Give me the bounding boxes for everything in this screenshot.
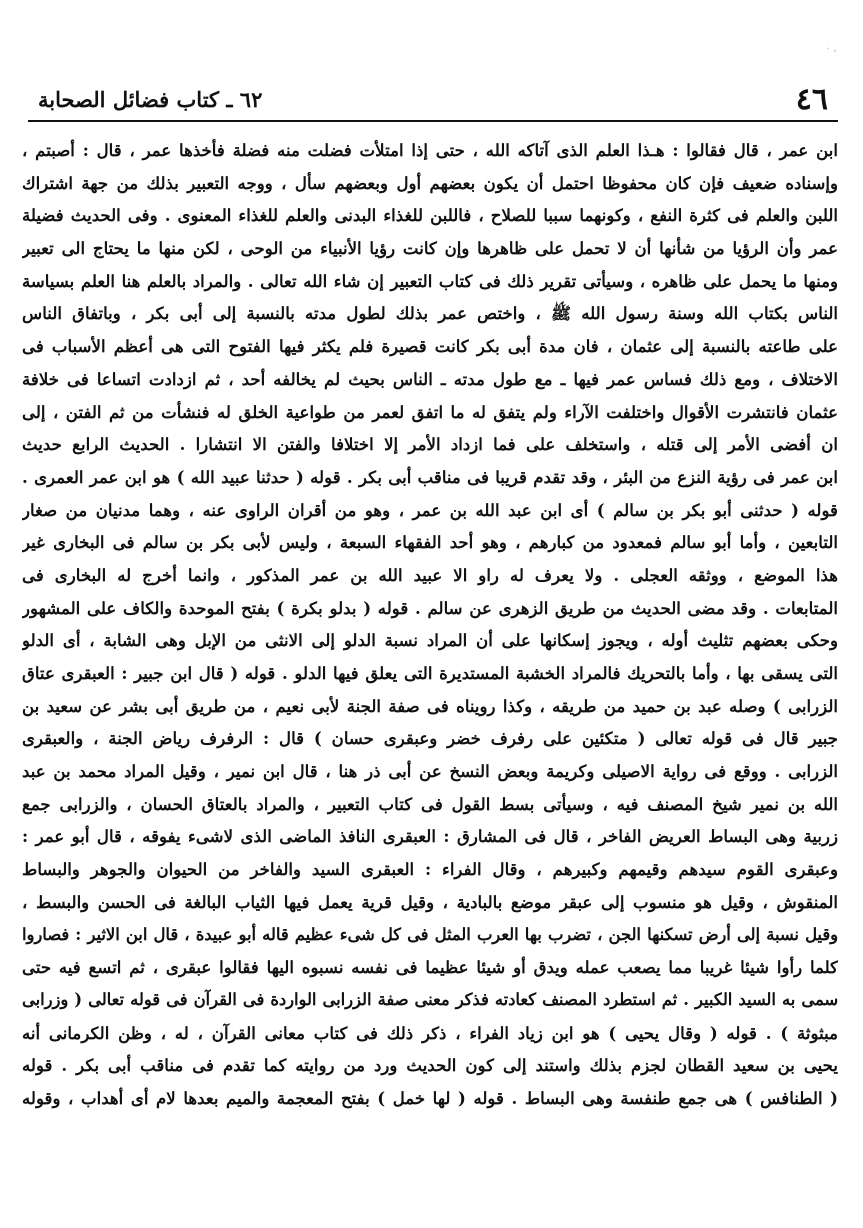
- text-line: التى يسقى بها ، وأما بالتحريك فالمراد الخشبة المستديرة التى يعلق فيها الدلو . قوله ( قال ابن جبير : العبقرى عتاق: [22, 663, 838, 683]
- text-line: التابعين ، وأما أبو سالم فمعدود من كبارهم ، وهو أحد الفقهاء السبعة ، وليس لأبى بكر بن سالم فى البخارى غير: [22, 532, 838, 553]
- text-line: زربية وهى البساط العريض الفاخر ، قال فى المشارق : العبقرى النافذ الماضى الذى لاشىء يفوقه ، قال أبو عمر :: [22, 826, 838, 847]
- text-line: ومنها ما يحمل على ظاهره ، وسيأتى تقرير ذلك فى كتاب التعبير إن شاء الله تعالى . والمراد بالعلم هنا العلم بسياسة: [22, 270, 838, 291]
- text-line: الناس بكتاب الله وسنة رسول الله ﷺ ، واختص عمر بذلك لطول مدته بالنسبة إلى أبى بكر ، وباتفاق الناس: [22, 303, 838, 324]
- text-line: الله بن نمير شيخ المصنف فيه ، وسيأتى بسط القول فى كتاب التعبير ، والمراد بالعتاق الحسان ، والزرابى جمع: [22, 793, 838, 814]
- text-line: اللبن والعلم فى كثرة النفع ، وكونهما سببا للصلاح ، فاللبن للغذاء البدنى والعلم للغذاء المعنوى . وفى الحديث فضيلة: [22, 205, 838, 226]
- text-line: ابن عمر فى رؤية النزع من البئر ، وقد تقدم قريبا فى مناقب أبى بكر . قوله ( حدثنا عبيد الله ) هو ابن عمر العمرى .: [22, 466, 838, 487]
- body-text: [22, 134, 838, 1194]
- margin-mark: ، ·: [826, 42, 837, 55]
- text-line: ان أفضى الأمر إلى قتله ، واستخلف على فما ازداد الأمر إلا اختلافا والفتن الا انتشارا . الحديث الرابع حديث: [22, 434, 838, 455]
- text-line: قوله ( حدثنى أبو بكر بن سالم ) أى ابن عبد الله بن عمر ، وهو من أقران الراوى عنه ، وهما مدنيان من صغار: [22, 499, 838, 520]
- text-line: مبثوثة ) . قوله ( وقال يحيى ) هو ابن زياد الفراء ، ذكر ذلك فى كتاب معانى القرآن ، له ، وظن الكرمانى أنه: [22, 1022, 838, 1043]
- text-line: وإسناده ضعيف فإن كان محفوظا احتمل أن يكون بعضهم أول وبعضهم سأل ، ووجه التعبير بذلك من جهة اشتراك: [22, 172, 838, 193]
- text-line: ( الطنافس ) هى جمع طنفسة وهى البساط . قوله ( لها خمل ) بفتح المعجمة والميم بعدها لام أى أهداب ، وقوله: [22, 1087, 838, 1108]
- text-line: يحيى بن سعيد القطان لجزم بذلك واستند إلى كون الحديث ورد من روايته كما تقدم فى مناقب أبى بكر . قوله: [22, 1055, 838, 1076]
- text-line: عمر وأن الرؤيا من شأنها أن لا تحمل على ظاهرها وإن كانت رؤيا الأنبياء من الوحى ، لكن منها ما يحتاج الى تعبير: [22, 238, 838, 259]
- text-line: وحكى بعضهم تثليث أوله ، ويجوز إسكانها على أن المراد نسبة الدلو إلى الانثى من الإبل وهى الشابة ، أى الدلو: [22, 630, 838, 651]
- text-line: كلما رأوا شيئا غريبا مما يصعب عمله ويدق أو شيئا عظيما فى نفسه نسبوه اليها فقالوا عبقرى ، ثم اتسع فيه حتى: [22, 957, 838, 978]
- text-line: جبير قال فى قوله تعالى ( متكئين على رفرف خضر وعبقرى حسان ) قال : الرفرف رياض الجنة ، والعبقرى: [22, 728, 838, 749]
- page-header: [28, 80, 838, 122]
- text-line: الاختلاف ، ومع ذلك فساس عمر فيها ـ مع طول مدته ـ الناس بحيث لم يخالفه أحد ، ثم ازدادت اتساعا فى خلافة: [22, 368, 838, 389]
- text-line: عثمان فانتشرت الأقوال واختلفت الآراء ولم يتفق له ما اتفق لعمر من طواعية الخلق له فنشأت من ثم الفتن ، إلى: [22, 401, 838, 422]
- running-title: ٦٢ ـ كتاب فضائل الصحابة: [38, 87, 263, 112]
- text-line: وقيل نسبة إلى أرض تسكنها الجن ، تضرب بها العرب المثل فى كل شىء عظيم قاله أبو عبيدة ، قال ابن الاثير : فصاروا: [22, 924, 838, 944]
- text-line: الزرابى . ووقع فى رواية الاصيلى وكريمة وبعض النسخ عن أبى ذر هنا ، قال ابن نمير ، وقيل المراد محمد بن عبد: [22, 761, 838, 782]
- text-line: هذا الموضع ، ووثقه العجلى . ولا يعرف له راو الا عبيد الله بن عمر المذكور ، وانما أخرج له البخارى فى: [22, 564, 838, 585]
- text-line: وعبقرى القوم سيدهم وقيمهم وكبيرهم ، وقال الفراء : العبقرى السيد والفاخر من الحيوان والجوهر والبساط: [22, 859, 838, 880]
- text-line: المنقوش ، وقيل هو منسوب إلى عبقر موضع بالبادية ، وقيل قرية يعمل فيها الثياب البالغة فى الحسن والبسط ،: [22, 891, 838, 912]
- text-line: المتابعات . وقد مضى الحديث من طريق الزهرى عن سالم . قوله ( بدلو بكرة ) بفتح الموحدة والكاف على المشهور: [22, 597, 838, 618]
- text-line: سمى به السيد الكبير . ثم استطرد المصنف كعادته فذكر معنى صفة الزرابى الواردة فى القرآن فى قوله تعالى ( وزرابى: [22, 989, 838, 1009]
- page-number: ٤٦: [795, 82, 828, 117]
- text-line: ابن عمر ، قال فقالوا : هـذا العلم الذى آتاكه الله ، حتى إذا امتلأت فضلت منه فضلة فأخذها عمر ، قال : أصبتم ،: [22, 140, 838, 160]
- text-line: على طاعته بالنسبة إلى عثمان ، فان مدة أبى بكر كانت قصيرة فلم يكثر فيها الفتوح التى هى أعظم الأسباب فى: [22, 336, 838, 357]
- text-line: الزرابى ) وصله عبد بن حميد من طريقه ، وكذا رويناه فى صفة الجنة لأبى نعيم ، من طريق أبى بشر عن سعيد بن: [22, 695, 838, 716]
